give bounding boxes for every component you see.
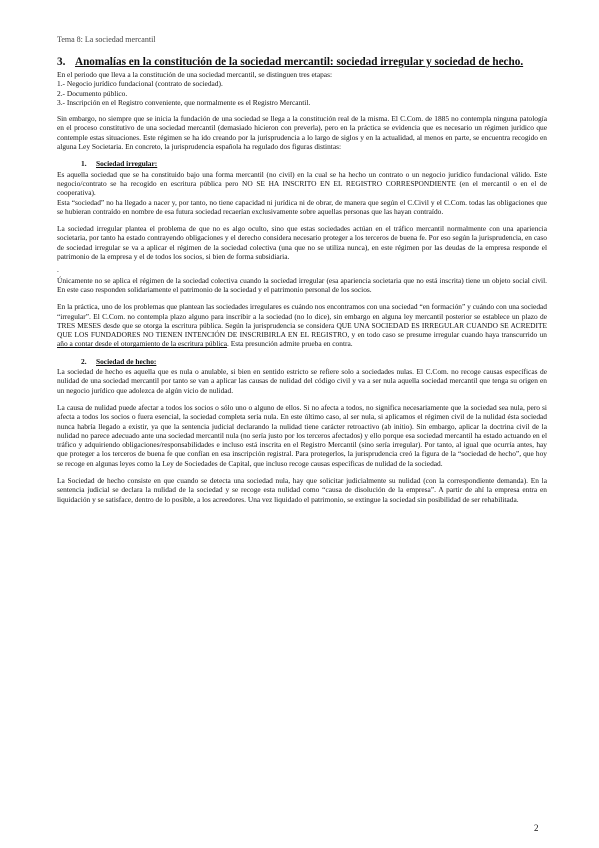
underlined-text: año a contar desde el otorgamiento de la escritura pública	[57, 339, 227, 349]
document-body	[57, 56, 547, 512]
paragraph-hecho-procedure: La Sociedad de hecho consiste en que cuando se detecta una sociedad nula, hay que solicitar judicialmente su nulidad (con la correspondiente demanda). En la sentencia judicial se declara la nulidad de la sociedad y se recoge esta nulidad como “causa de disolución de la empresa”. A partir de ahí la empresa entra en liquidación y se satisface, dentro de lo posible, a los acreedores. Una vez liquidado el patrimonio, se extingue la sociedad sin posibilidad de ser rehabilitada.	[57, 475, 547, 504]
paragraph-irregular-practice	[57, 302, 547, 348]
stage-item: 3.- Inscripción en el Registro conveniente, que normalmente es el Registro Mercantil.	[57, 97, 311, 107]
intro-text: En el periodo que lleva a la constitución de una sociedad mercantil, se distinguen tres etapas:	[57, 70, 333, 79]
section-title: Anomalías en la constitución de la sociedad mercantil: sociedad irregular y sociedad de hecho.	[75, 56, 524, 68]
text-span: . Esta presunción admite prueba en contra.	[227, 339, 353, 349]
paragraph-irregular-problem: La sociedad irregular plantea el problema de que no es algo oculto, sino que estas sociedades actúan en el tráfico mercantil normalmente con una apariencia societaria, por tanto ha estado contrayendo obligaciones y el derecho considera necesario proteger a los terceros de buena fe. Por eso según la jurisprudencia, en caso de sociedad irregular se va a aplicar el régimen de la sociedad colectiva (una que no se utiliza nunca), en este régimen por las deudas de la empresa responde el patrimonio de la empresa y el de todos los socios, si bien de forma subsidiaria.	[57, 224, 547, 262]
section-heading	[57, 56, 547, 69]
stray-dot: .	[57, 265, 59, 275]
subheading-sociedad-irregular	[81, 159, 547, 168]
subheading-title: Sociedad irregular:	[96, 159, 158, 169]
paragraph-irregular-definition	[57, 170, 547, 216]
subheading-number: 2.	[81, 356, 87, 366]
text-span: Es aquella sociedad que se ha constituido bajo una forma mercantil (no civil) en la cual se ha hecho un contrato o un negocio jurídico fundacional válido. Este negocio/contrato se ha recogido en escritura pública pero NO SE HA INSCRITO EN EL REGISTRO CORRESPONDIENTE (en el mercantil o en el de cooperativa).	[57, 169, 547, 198]
paragraph-irregular-civil: Únicamente no se aplica el régimen de la sociedad colectiva cuando la sociedad irregular (esa apariencia societaria que no está inscrita) tiene un objeto social civil. En este caso responden solidariamente el patrimonio de la sociedad y el patrimonio personal de los socios.	[57, 275, 547, 294]
section-number: 3.	[57, 56, 66, 68]
paragraph-hecho-nulidad: La causa de nulidad puede afectar a todos los socios o sólo uno o alguno de ellos. Si no afecta a todos, no significa necesariamente que la sociedad sea nula, pero si afecta a todos los socios o fuera esencial, la sociedad completa sería nula. En este último caso, al ser nula, si aplicamos el régimen civil de la nulidad ésta sociedad nunca habría llegado a existir, ya que la sentencia judicial declarando la nulidad tiene carácter retroactivo (ab initio). Sin embargo, aplicar la doctrina civil de la nulidad no parece adecuado ante una sociedad mercantil nula (no sería justo por los terceros afectados) y ello porque esa sociedad mercantil ha estado actuando en el tráfico y adquiriendo obligaciones/responsabilidades e incluso está inscrita en el Registro Mercantil (sino sería irregular). Por tanto, al igual que ocurría antes, hay que proteger a los terceros de buena fe que confían en esa inscripción registral. Para protegerlos, la jurisprudencia creó la figura de la “sociedad de hecho”, que hoy se recoge en algunas leyes como la Ley de Sociedades de Capital, que incluso recoge causas específicas de nulidad de la sociedad.	[57, 402, 547, 468]
paragraph-hecho-definition: La sociedad de hecho es aquella que es nula o anulable, si bien en sentido estricto se refiere solo a sociedades nulas. El C.Com. no recoge causas específicas de nulidad de una sociedad mercantil por tanto se van a aplicar las causas de nulidad del código civil y va a ser nula aquella sociedad mercantil que tenga su origen en un negocio jurídico que adolezca de algún vicio de nulidad.	[57, 367, 547, 395]
text-span: En la práctica, uno de los problemas que plantean las sociedades irregulares es cuándo nos encontramos con una sociedad “en formación” y cuándo con una sociedad “irregular”. El C.Com. no contempla plazo alguno para inscribir a la sociedad (no lo dice), sin embargo en alguna ley mercantil posterior se establece un plazo de TRES MESES desde que se otorga la escritura pública. Según la jurisprudencia se considera QUE UNA SOCIEDAD ES IRREGULAR CUANDO SE ACREDITE QUE LOS FUNDADORES NO TIENEN INTENCIÓN DE INSCRIBIRLA EN EL REGISTRO, y en todo caso se presume irregular cuando haya transcurrido un	[57, 302, 547, 340]
page-number: 2	[534, 823, 539, 833]
subheading-number: 1.	[81, 159, 87, 169]
stages-list	[57, 79, 547, 107]
paragraph-intro: Sin embargo, no siempre que se inicia la fundación de una sociedad se llega a la constitución real de la misma. El C.Com. de 1885 no contempla ninguna patología en el proceso constitutivo de una sociedad mercantil (demasiado hicieron con preverla), pero en la práctica se evidencia que es necesario un régimen jurídico que contemple estas situaciones. Este régimen se ha ido creando por la jurisprudencia a lo largo de siglos y en la actualidad, al menos en parte, se encuentra recogido en alguna Ley Societaria. En concreto, la jurisprudencia española ha regulado dos figuras distintas:	[57, 114, 547, 152]
stage-item: 1.- Negocio jurídico fundacional (contrato de sociedad).	[57, 79, 223, 89]
text-span: Esta “sociedad” no ha llegado a nacer y, por tanto, no tiene capacidad ni jurídica ni de obrar, de manera que según el C.Civil y el C.Com. todas las obligaciones que se hubieran contraído en nombre de esa futura sociedad recaerían exclusivamente sobre aquellas personas que las hayan contraído.	[57, 197, 547, 216]
subheading-sociedad-de-hecho	[81, 357, 547, 366]
stage-item: 2.- Documento público.	[57, 88, 128, 98]
subheading-title: Sociedad de hecho:	[96, 356, 157, 366]
running-header: Tema 8: La sociedad mercantil	[57, 35, 156, 44]
